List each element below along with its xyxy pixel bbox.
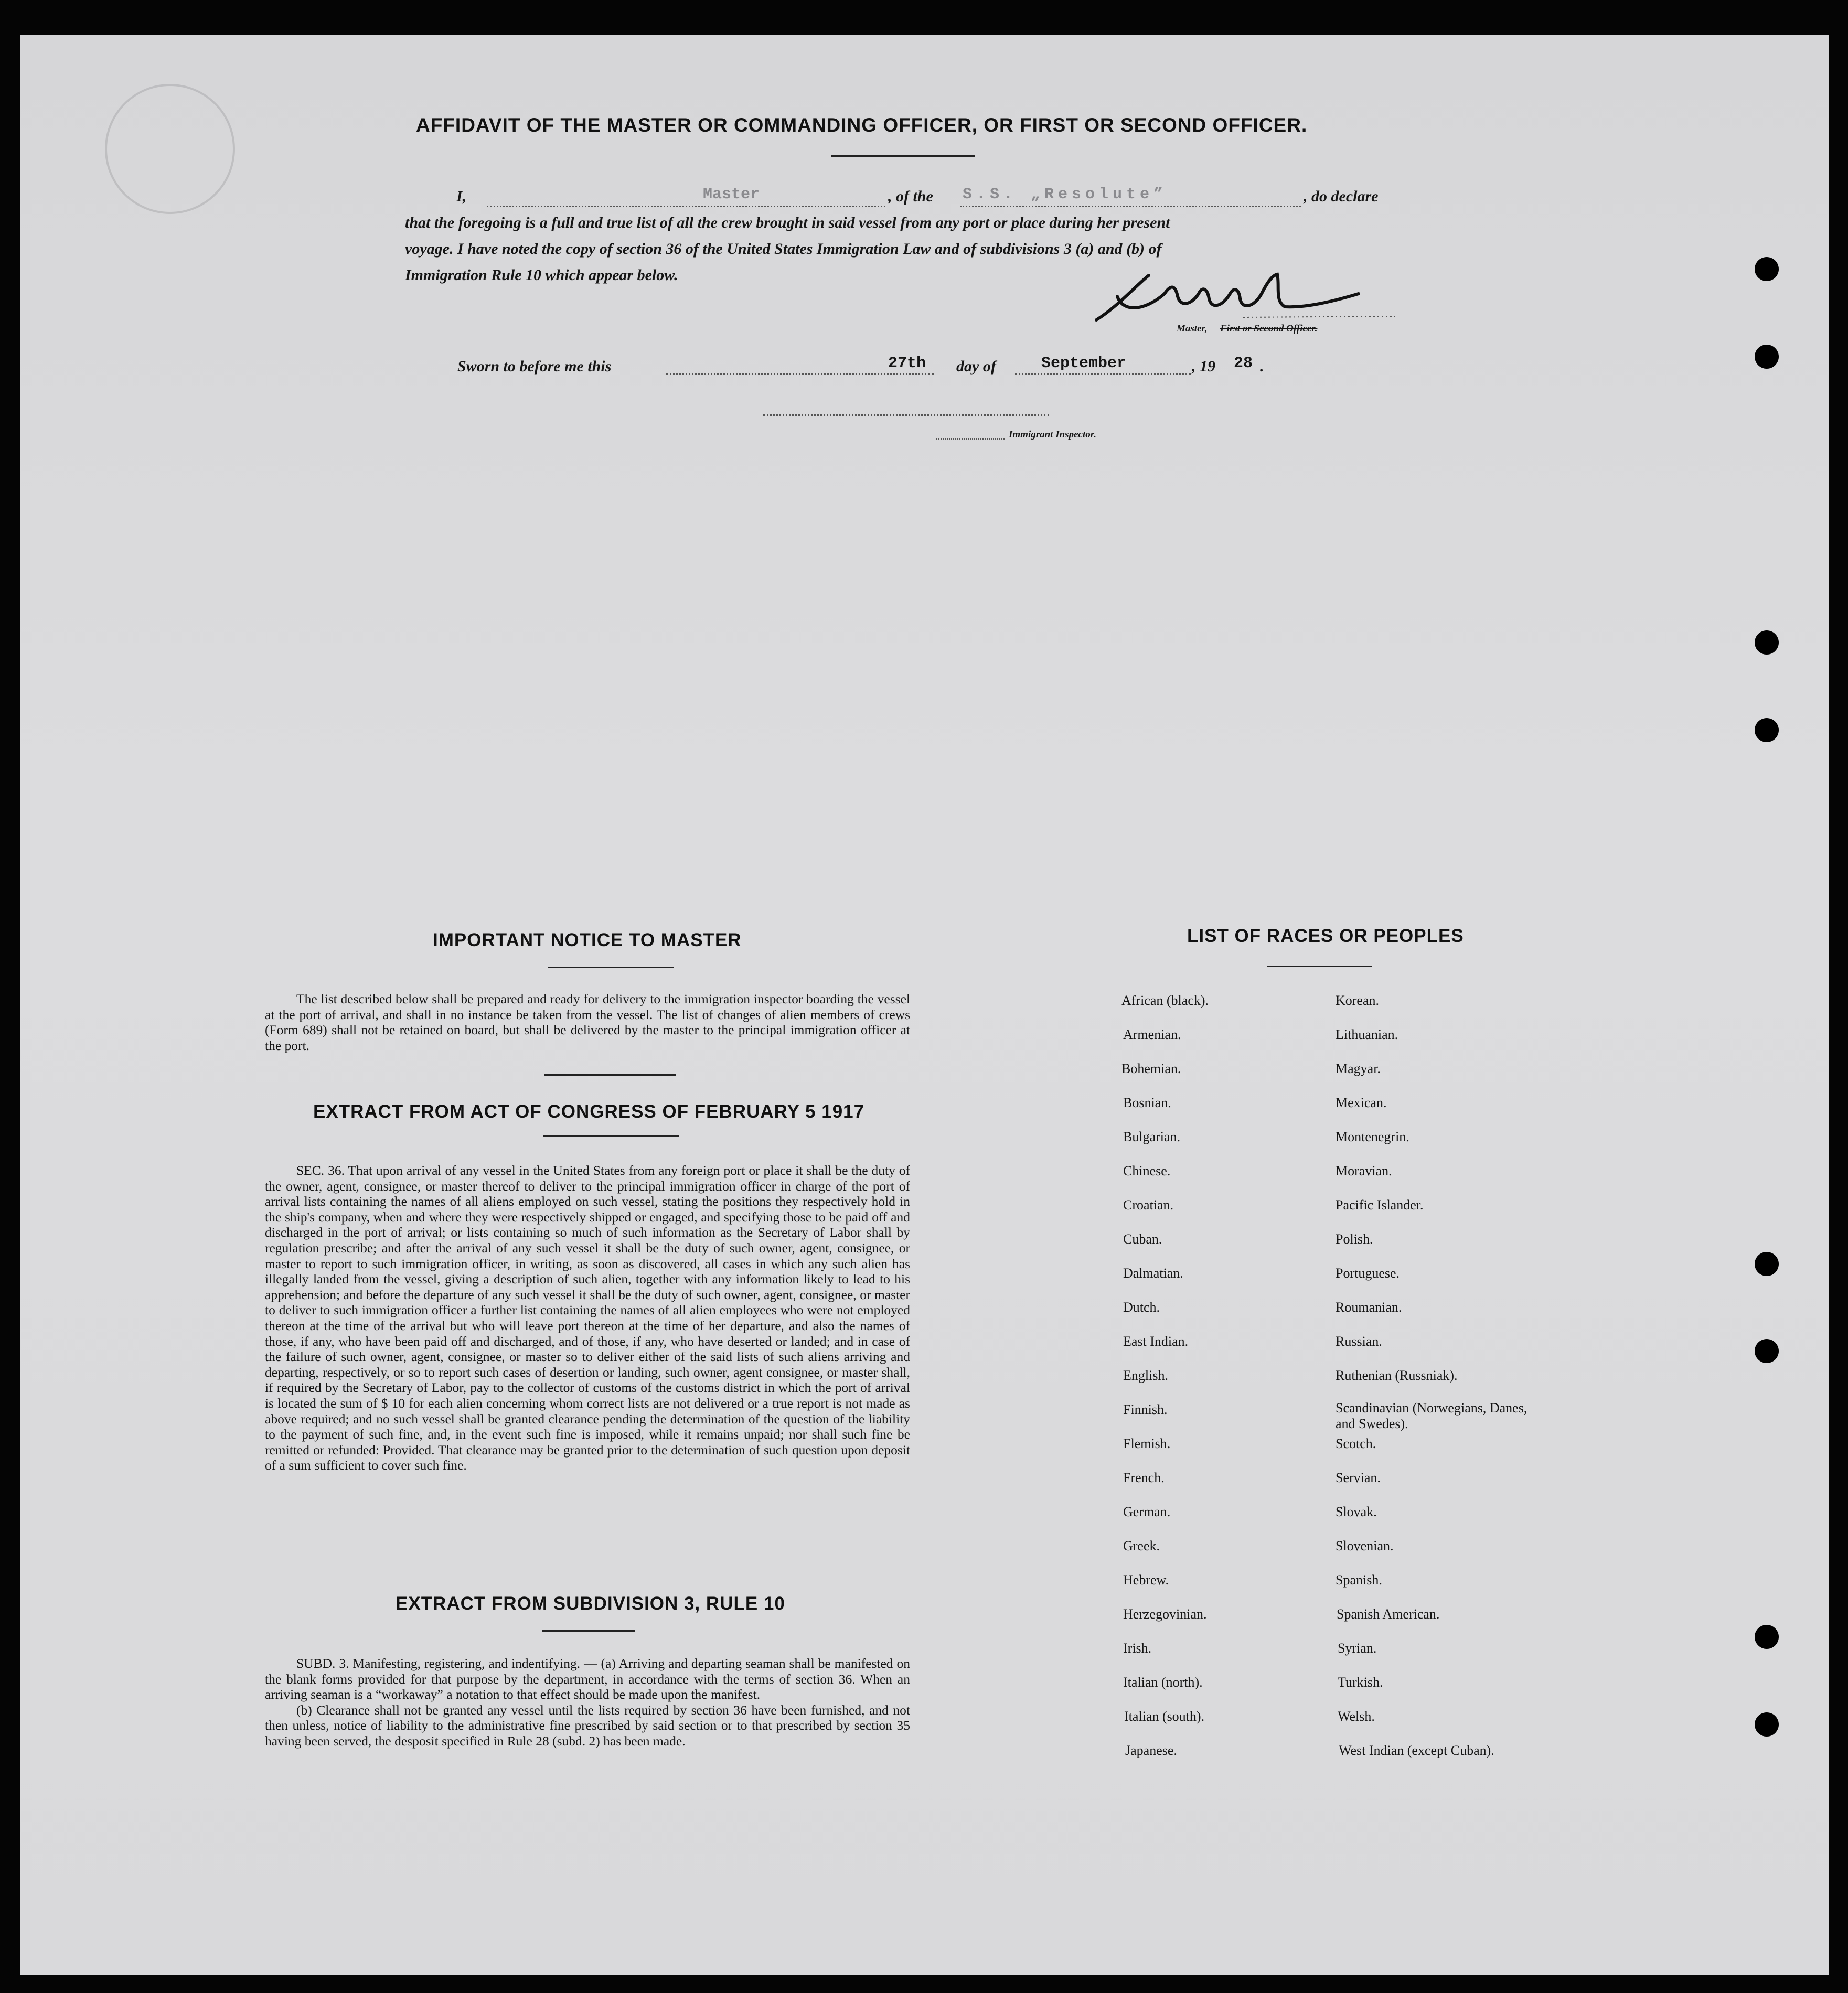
sworn-label: Sworn to before me this [457, 358, 612, 375]
affidavit-body-line3: Immigration Rule 10 which appear below. [405, 266, 678, 284]
race-item: Herzegovinian. [1123, 1606, 1207, 1622]
race-item: Russian. [1336, 1334, 1382, 1349]
race-item: Greek. [1123, 1538, 1160, 1553]
race-item: Pacific Islander. [1336, 1197, 1424, 1213]
race-item: Polish. [1336, 1231, 1373, 1247]
punch-hole [1755, 718, 1779, 742]
affidavit-body-line2: voyage. I have noted the copy of section 36 of the United States Immigration Law and of subdivisions 3 (a) and (b) of [405, 240, 1162, 258]
race-item: East Indian. [1123, 1334, 1189, 1349]
signer-label: Master, [1177, 323, 1208, 334]
race-item: Mexican. [1336, 1095, 1387, 1110]
master-signature [1086, 265, 1401, 328]
notice-title: IMPORTANT NOTICE TO MASTER [433, 930, 742, 950]
race-item: Hebrew. [1123, 1572, 1169, 1588]
divider [542, 1630, 635, 1632]
race-item: Italian (south). [1124, 1709, 1205, 1724]
race-item: Magyar. [1336, 1061, 1381, 1076]
race-item: Servian. [1336, 1470, 1381, 1485]
day-field-line [666, 373, 934, 375]
race-item: Irish. [1123, 1641, 1152, 1656]
race-item: Dutch. [1123, 1300, 1160, 1315]
race-item: Korean. [1336, 993, 1380, 1008]
divider [543, 1135, 679, 1137]
punch-hole [1755, 1252, 1779, 1276]
race-item: Armenian. [1123, 1027, 1181, 1042]
race-item: Bosnian. [1123, 1095, 1171, 1110]
affidavit-title: AFFIDAVIT OF THE MASTER OR COMMANDING OFFICER, OR FIRST OR SECOND OFFICER. [416, 114, 1308, 136]
races-title: LIST OF RACES OR PEOPLES [1187, 926, 1464, 946]
race-item: West Indian (except Cuban). [1339, 1743, 1494, 1758]
signer-struck-label: First or Second Officer. [1220, 323, 1318, 334]
of-the-label: , of the [888, 188, 933, 205]
faded-seal [105, 84, 235, 214]
divider [544, 1074, 676, 1076]
race-item: Bohemian. [1121, 1061, 1181, 1076]
do-declare-label: , do declare [1304, 188, 1379, 205]
act-text: SEC. 36. That upon arrival of any vessel in the United States from any foreign port or place it shall be the duty of the owner, agent, consignee, or master thereof to deliver to the principal immigration officer in charge of the port of arrival lists containing the names of all aliens employed on such vessel, stating the positions they respectively hold in the ship's company, when and where they were respectively shipped or engaged, and specifying those to be paid off and discharged in the port of arrival; or lists containing so much of such information as the Secretary of Labor shall by regulation prescribe; and after the arrival of any such vessel it shall be the duty of such owner, agent, consignee, or master to report to such immigration officer, in writing, as soon as discovered, all cases in which any such alien has illegally landed from the vessel, giving a description of such alien, together with any information likely to lead to his apprehension; and before the departure of any such vessel it shall be the duty of such owner, agent, consignee, or master to deliver to such immigration officer a further list containing the names of all alien employees who were not employed thereon at the time of the arrival but who will leave port thereon at the time of her departure, and also the names of those, if any, who have been paid off and discharged, and of those, if any, who have deserted or landed; and in case of the failure of such owner, agent, consignee, or master so to deliver either of the said lists of such aliens arriving and departing, respectively, or so to report such cases of desertion or landing, such owner, agent consignee, or master shall, if required by the Secretary of Labor, pay to the collector of customs of the customs district in which the port of arrival is located the sum of $ 10 for each alien concerning whom correct lists are not delivered or a true report is not made as above required; and no such vessel shall be granted clearance pending the determination of the question of the liability to the payment of such fine, and, in the event such fine is imposed, while it remains unpaid; nor shall such fine be remitted or refunded: Provided. That clearance may be granted prior to the determination of such question upon deposit of a sum sufficient to cover such fine. [265, 1163, 910, 1473]
year-value: 28 [1234, 355, 1253, 372]
position-value: Master [703, 186, 760, 203]
race-item: Moravian. [1336, 1163, 1392, 1178]
race-item: Japanese. [1125, 1743, 1177, 1758]
race-item: Flemish. [1123, 1436, 1171, 1451]
race-item: French. [1123, 1470, 1165, 1485]
punch-hole [1755, 1712, 1779, 1737]
race-item: German. [1123, 1504, 1171, 1519]
inspector-signature-line [763, 414, 1049, 416]
rule10-text: SUBD. 3. Manifesting, registering, and indentifying. — (a) Arriving and departing seaman shall be manifested on the blank forms provided for that purpose by the department, in accordance with the terms of section 36. When an arriving seaman is a “workaway” a notation to that effect should be made upon the manifest. (b) Clearance shall not be granted any vessel until the lists required by section 36 have been furnished, and not then unless, notice of liability to the administrative fine prescribed by said section or to that prescribed by section 35 having been served, the desposit specified in Rule 28 (subd. 2) has been made. [265, 1656, 910, 1749]
position-field-line [487, 206, 885, 207]
punch-hole [1755, 257, 1779, 281]
race-item: Welsh. [1338, 1709, 1375, 1724]
race-item: Ruthenian (Russniak). [1336, 1368, 1458, 1383]
rule10-title: EXTRACT FROM SUBDIVISION 3, RULE 10 [396, 1593, 785, 1614]
year-prefix: , 19 [1192, 358, 1215, 375]
year-suffix: . [1260, 358, 1264, 375]
day-value: 27th [888, 355, 926, 372]
divider [1267, 966, 1372, 967]
race-item: Croatian. [1123, 1197, 1174, 1213]
race-item: Finnish. [1123, 1402, 1168, 1417]
month-value: September [1041, 355, 1127, 372]
divider [548, 967, 674, 968]
punch-hole [1755, 630, 1779, 655]
race-item: Scotch. [1336, 1436, 1376, 1451]
race-item: Syrian. [1338, 1641, 1377, 1656]
inspector-label: Immigrant Inspector. [1009, 429, 1096, 440]
affidavit-i-label: I, [456, 188, 467, 205]
vessel-field-line [960, 206, 1301, 207]
race-item: African (black). [1121, 993, 1209, 1008]
race-item: English. [1123, 1368, 1168, 1383]
vessel-value: S.S. „Resolute” [963, 186, 1168, 203]
race-item: Chinese. [1123, 1163, 1171, 1178]
affidavit-body-line1: that the foregoing is a full and true list of all the crew brought in said vessel from any port or place during her present [405, 214, 1170, 231]
divider [831, 155, 975, 157]
race-item: Lithuanian. [1336, 1027, 1398, 1042]
act-title: EXTRACT FROM ACT OF CONGRESS OF FEBRUARY 5 1917 [313, 1101, 865, 1122]
race-item: Slovak. [1336, 1504, 1377, 1519]
race-item: Roumanian. [1336, 1300, 1402, 1315]
punch-hole [1755, 1339, 1779, 1363]
race-item: Spanish. [1336, 1572, 1382, 1588]
notice-text: The list described below shall be prepared and ready for delivery to the immigration inspector boarding the vessel at the port of arrival, and shall in no instance be taken from the vessel. The list of changes of alien members of crews (Form 689) shall not be retained on board, but shall be delivered by the master to the principal immigration officer at the port. [265, 991, 910, 1053]
race-item: Montenegrin. [1336, 1129, 1409, 1144]
race-item: Portuguese. [1336, 1266, 1400, 1281]
race-item: Dalmatian. [1123, 1266, 1183, 1281]
race-item: Italian (north). [1123, 1675, 1203, 1690]
day-of-label: day of [956, 358, 996, 375]
race-item: Cuban. [1123, 1231, 1162, 1247]
race-item: Turkish. [1338, 1675, 1383, 1690]
race-item: Slovenian. [1336, 1538, 1394, 1553]
punch-hole [1755, 1625, 1779, 1649]
month-field-line [1015, 373, 1191, 375]
race-item: Bulgarian. [1123, 1129, 1181, 1144]
inspector-dots [936, 438, 1005, 440]
race-item: Scandinavian (Norwegians, Danes, and Swedes). [1336, 1400, 1527, 1431]
race-item: Spanish American. [1337, 1606, 1440, 1622]
punch-hole [1755, 345, 1779, 369]
